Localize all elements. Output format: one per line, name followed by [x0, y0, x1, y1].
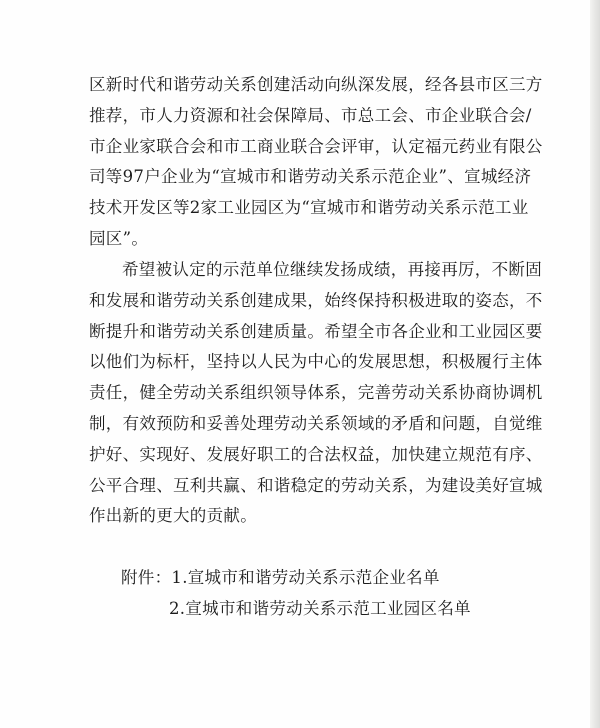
text-line: 园区”。 — [89, 228, 149, 248]
attachments-list — [121, 562, 471, 624]
text-line: 公平合理、互利共赢、和谐稳定的劳动关系，为建设美好宣城 — [89, 475, 543, 495]
text-line: 制，有效预防和妥善处理劳动关系领域的矛盾和问题，自觉维 — [89, 413, 543, 433]
text-line: 区新时代和谐劳动关系创建活动向纵深发展，经各县市区三方 — [89, 75, 543, 94]
text-line: 推荐，市人力资源和社会保障局、市总工会、市企业联合会/ — [89, 105, 532, 125]
attachment-item-2: 2.宣城市和谐劳动关系示范工业园区名单 — [169, 599, 471, 618]
paragraph-2 — [89, 255, 543, 532]
page-edge-shadow — [590, 0, 600, 728]
text-line: 作出新的更大的贡献。 — [89, 506, 257, 526]
paragraph-1 — [89, 70, 543, 255]
text-line: 希望被认定的示范单位继续发扬成绩，再接再厉，不断固 — [122, 260, 542, 279]
text-line: 和发展和谐劳动关系创建成果，始终保持积极进取的姿态，不 — [89, 290, 543, 310]
attachment-item-1: 附件：1.宣城市和谐劳动关系示范企业名单 — [121, 568, 440, 587]
text-line: 技术开发区等2家工业园区为“宣城市和谐劳动关系示范工业 — [89, 198, 529, 218]
text-line: 司等97户企业为“宣城市和谐劳动关系示范企业”、宣城经济 — [89, 167, 532, 187]
text-line: 护好、实现好、发展好职工的合法权益，加快建立规范有序、 — [89, 444, 543, 464]
text-line: 市企业家联合会和市工商业联合会评审，认定福元药业有限公 — [89, 136, 543, 156]
text-line: 责任，健全劳动关系组织领导体系，完善劳动关系协商协调机 — [89, 383, 543, 403]
text-line: 断提升和谐劳动关系创建质量。希望全市各企业和工业园区要 — [89, 321, 543, 341]
text-line: 以他们为标杆，坚持以人民为中心的发展思想，积极履行主体 — [89, 352, 543, 372]
